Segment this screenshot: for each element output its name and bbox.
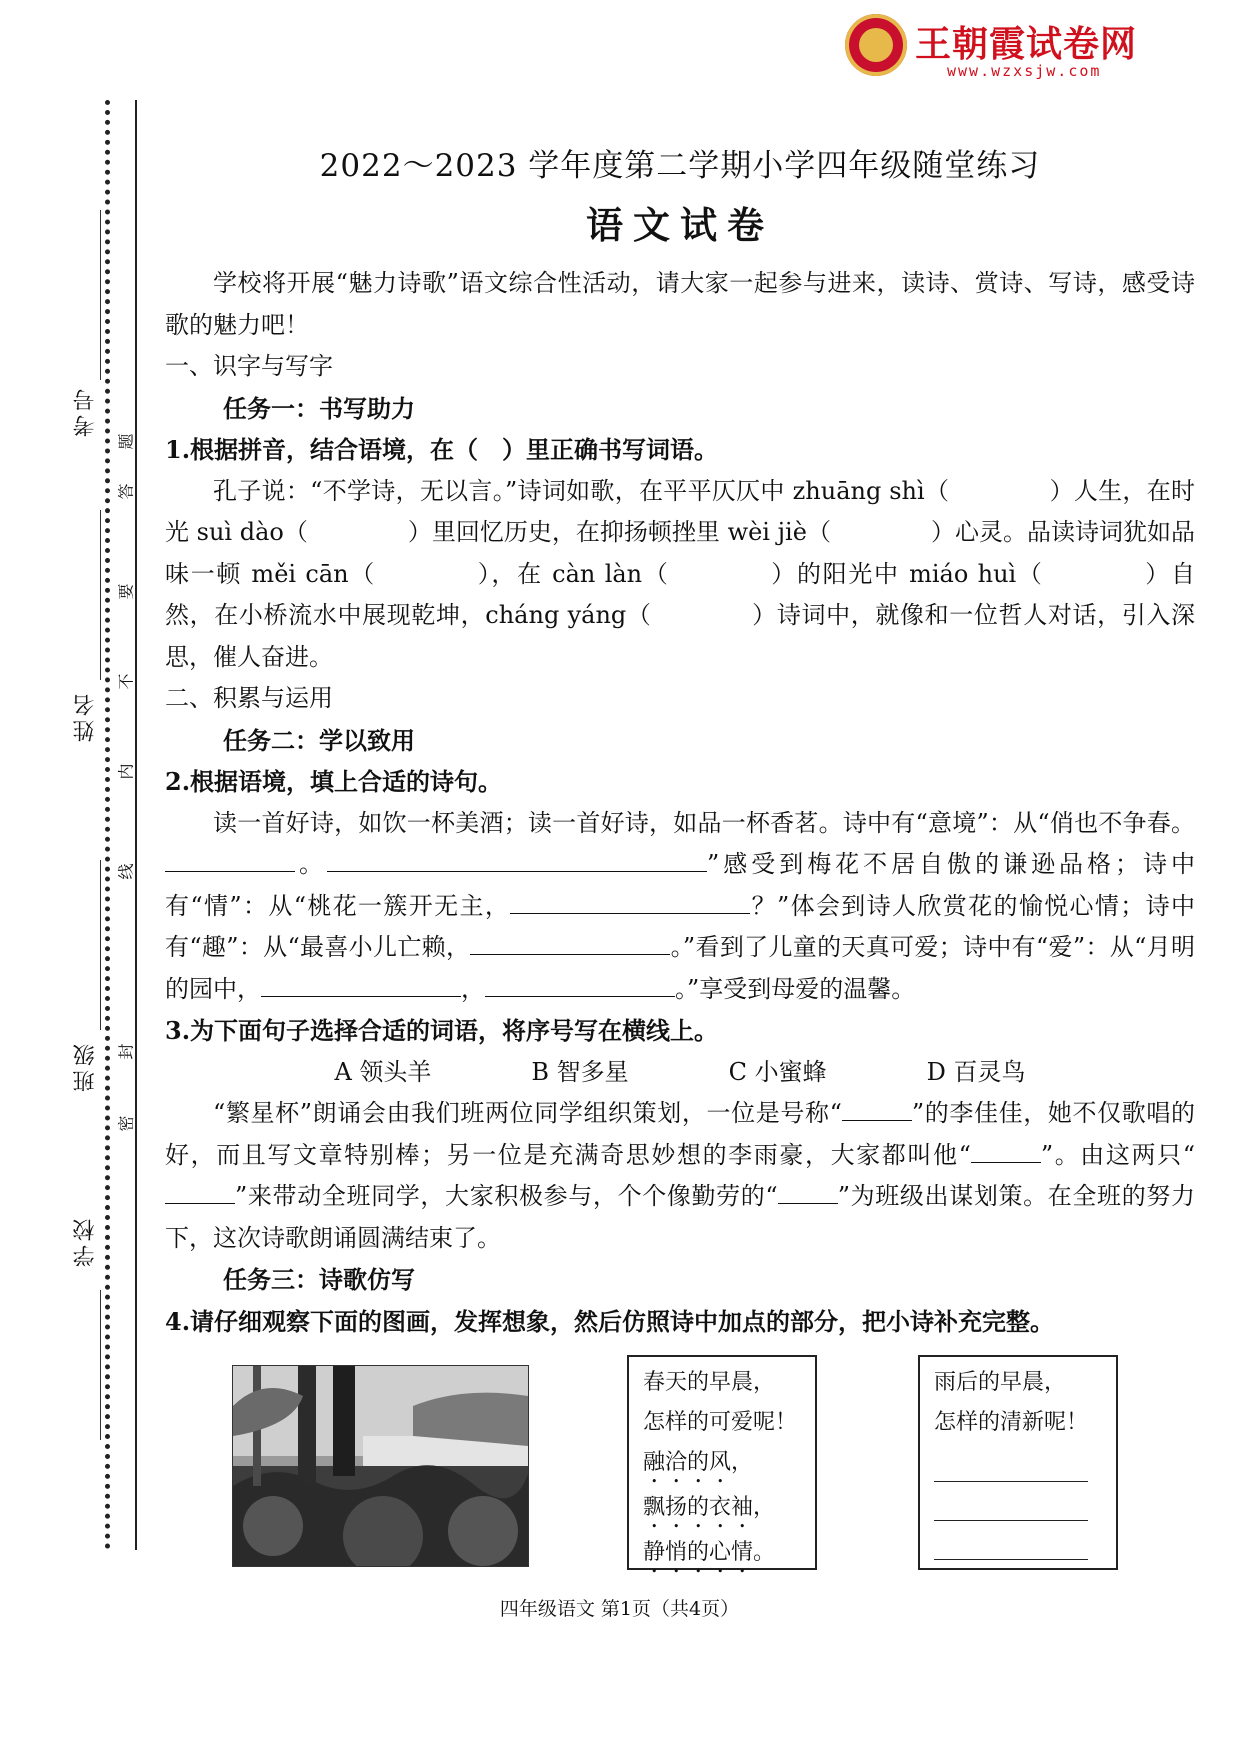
answer-line[interactable] (934, 1494, 1088, 1521)
poem-line: 融洽的风， (643, 1450, 754, 1475)
q2-text: ？”体会到诗人欣赏花的愉悦心情；诗中有“趣”：从“最喜小儿亡赖， (165, 891, 1195, 961)
q3-text: ”来带动全班同学，大家积极参与，个个像勤劳的“ (235, 1182, 778, 1210)
answer-blank[interactable] (376, 558, 476, 582)
answer-blank[interactable] (778, 1179, 838, 1204)
answer-blank[interactable] (261, 972, 461, 997)
answer-blank[interactable] (971, 1138, 1041, 1163)
class-label: 班级 (73, 1040, 98, 1092)
binding-margin (95, 100, 155, 1550)
answer-blank[interactable] (510, 889, 750, 914)
section1-heading: 一、识字与写字 (165, 352, 333, 380)
exam-body (165, 140, 1195, 1342)
site-logo (845, 14, 1160, 80)
answer-blank[interactable] (1044, 558, 1144, 582)
q2-text: 。 (295, 850, 327, 878)
task3-heading: 任务三：诗歌仿写 (223, 1265, 415, 1294)
exam-subtitle: 语文试卷 (586, 203, 774, 247)
q3-title: 3.为下面句子选择合适的词语，将序号写在横线上。 (165, 1016, 719, 1045)
q1-text: 孔子说：“不学诗，无以言。”诗词如歌，在平平仄仄中 zhuāng shì（ (213, 476, 950, 505)
solid-binding-line (135, 100, 137, 1550)
q3-text: ”为班级出谋划策。在全班的努力下，这次诗歌朗诵圆满结束了。 (165, 1182, 1195, 1252)
scene-photo (232, 1365, 529, 1567)
poem-line: 春天的早晨， (643, 1370, 776, 1395)
poem-line: 怎样的可爱呢！ (643, 1410, 798, 1435)
page-footer: 四年级语文 第1页（共4页） (499, 1598, 740, 1620)
q1-text: ），在 càn làn（ (476, 559, 670, 588)
exam-number-line (100, 210, 101, 380)
answer-blank[interactable] (831, 516, 931, 540)
q3-passage (165, 1093, 1195, 1259)
poem-line: 飘扬的衣袖， (643, 1495, 776, 1520)
q1-text: ）自然，在小桥流水中展现乾坤，cháng yáng（ (165, 559, 1196, 629)
option-c: C 小蜜蜂 (728, 1057, 827, 1086)
q2-text: 。”看到了儿童的天真可爱；诗中有“爱”：从“月明的园中， (165, 933, 1196, 1003)
intro-text: 学校将开展“魅力诗歌”语文综合性活动，请大家一起参与进来，读诗、赏诗、写诗，感受诗歌的魅力吧！ (165, 269, 1195, 339)
option-d: D 百灵鸟 (926, 1057, 1026, 1086)
q2-passage (165, 803, 1195, 1011)
answer-blank[interactable] (470, 930, 670, 955)
q3-options (165, 1052, 1195, 1094)
answer-blank[interactable] (485, 972, 675, 997)
answer-blank[interactable] (165, 847, 295, 872)
q1-passage (165, 471, 1195, 679)
q1-text: ）的阳光中 miáo huì（ (769, 559, 1044, 588)
seal-char: 不 (116, 673, 136, 690)
q2-text: ”感受到梅花不居自傲的谦逊品格；诗中有“情”：从“桃花一簇开无主， (165, 850, 1196, 920)
name-label: 姓名 (73, 690, 98, 742)
class-line (100, 860, 101, 1030)
school-label: 学校 (73, 1215, 98, 1267)
q2-text: 读一首好诗，如饮一杯美酒；读一首好诗，如品一杯香茗。诗中有“意境”：从“俏也不争春。 (213, 808, 1195, 837)
scene-illustration (233, 1366, 528, 1566)
answer-blank[interactable] (670, 558, 770, 582)
section2-heading: 二、积累与运用 (165, 684, 333, 712)
task2-heading: 任务二：学以致用 (223, 725, 415, 755)
answer-blank[interactable] (949, 475, 1049, 499)
q3-text: ”的李佳佳，她不仅歌唱的好，而且写文章特别棒；另一位是充满奇思妙想的李雨豪，大家都叫他“ (165, 1099, 1195, 1169)
exam-title: 2022～2023 学年度第二学期小学四年级随堂练习 (319, 148, 1041, 184)
exam-number-label: 考号 (73, 385, 98, 437)
seal-char: 内 (116, 763, 136, 780)
q3-text: “繁星杯”朗诵会由我们班两位同学组织策划，一位是号称“ (213, 1099, 842, 1127)
answer-blank[interactable] (652, 599, 752, 623)
task1-heading: 任务一：书写助力 (223, 393, 415, 423)
seal-char: 题 (116, 433, 136, 450)
q1-text: ）心灵。品读诗词犹如品味一顿 měi cān（ (165, 518, 1196, 588)
poem-box-rain (918, 1355, 1118, 1570)
name-line (100, 510, 101, 680)
logo-url: www.wzxsjw.com (947, 62, 1102, 80)
seal-char: 答 (116, 483, 136, 500)
seal-char: 封 (116, 1043, 136, 1060)
answer-line[interactable] (934, 1455, 1088, 1482)
seal-char: 线 (116, 863, 136, 880)
dotted-cut-line (105, 100, 110, 1550)
option-b: B 智多星 (531, 1057, 629, 1086)
answer-blank[interactable] (327, 847, 707, 872)
q2-title: 2.根据语境，填上合适的诗句。 (165, 767, 503, 796)
poem-box-spring (627, 1355, 817, 1570)
seal-icon (845, 14, 907, 76)
answer-blank[interactable] (308, 516, 408, 540)
q4-title: 4.请仔细观察下面的图画，发挥想象，然后仿照诗中加点的部分，把小诗补充完整。 (165, 1306, 1055, 1336)
answer-blank[interactable] (842, 1096, 912, 1121)
q1-text: ）诗词中，就像和一位哲人对话，引入深思，催人奋进。 (165, 601, 1196, 671)
answer-blank[interactable] (165, 1179, 235, 1204)
q1-title: 1.根据拼音，结合语境，在（ ）里正确书写词语。 (165, 435, 719, 464)
q2-text: ， (461, 974, 485, 1003)
q1-text: ）里回忆历史，在抑扬顿挫里 wèi jiè（ (407, 518, 831, 546)
q3-text: ”。由这两只“ (1040, 1140, 1195, 1169)
seal-char: 密 (116, 1115, 136, 1132)
poem-line: 静悄的心情。 (643, 1540, 776, 1565)
q2-text: 。”享受到母爱的温馨。 (675, 974, 916, 1003)
poem-line: 雨后的早晨， (934, 1370, 1067, 1395)
q1-text: ）人生，在时光 suì dào（ (165, 476, 1196, 546)
poem-line: 怎样的清新呢！ (934, 1410, 1089, 1435)
logo-brand: 王朝霞试卷网 (915, 24, 1138, 65)
seal-char: 要 (116, 583, 136, 600)
option-a: A 领头羊 (334, 1057, 432, 1086)
answer-line[interactable] (934, 1533, 1088, 1560)
school-line (100, 1290, 101, 1440)
